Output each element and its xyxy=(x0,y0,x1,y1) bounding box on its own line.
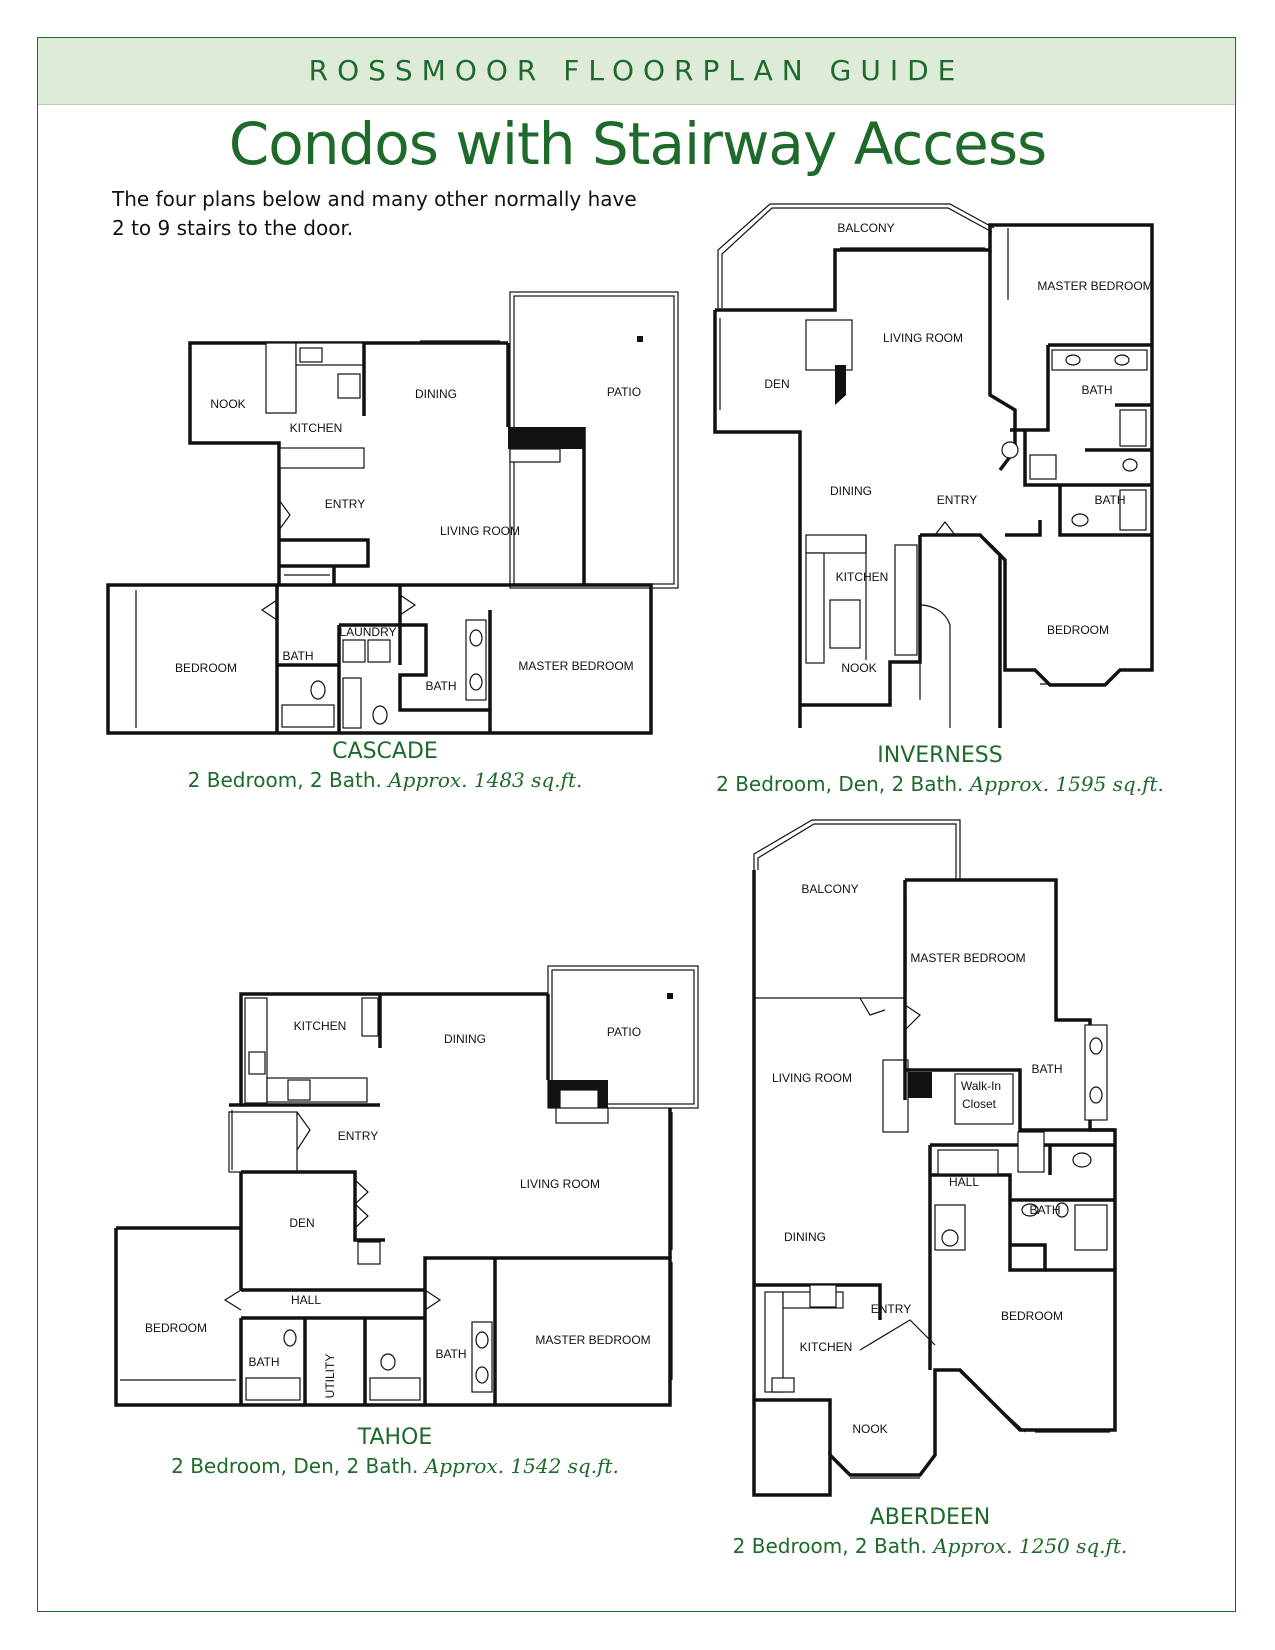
inverness-island xyxy=(830,600,860,648)
cascade-nook-label: NOOK xyxy=(210,397,246,411)
cascade-desc xyxy=(150,766,620,794)
tahoe-den-label: DEN xyxy=(289,1216,315,1230)
aberdeen-balcony-rail xyxy=(758,824,956,880)
intro-line-1: The four plans below and many other normally have xyxy=(112,187,637,211)
inverness-living-label: LIVING ROOM xyxy=(882,331,964,345)
cascade-island xyxy=(280,448,364,468)
cascade-patio-label: PATIO xyxy=(606,385,642,399)
cascade-toilet xyxy=(311,681,325,699)
inverness-tub xyxy=(1120,410,1146,446)
cascade-bedroom-label: BEDROOM xyxy=(174,661,238,675)
tahoe-range xyxy=(288,1080,310,1100)
inverness-counter xyxy=(806,535,866,553)
tahoe-utility-label: UTILITY xyxy=(323,1353,337,1399)
page-title: Condos with Stairway Access xyxy=(228,110,1047,178)
cascade-door xyxy=(262,600,277,620)
aberdeen-wall xyxy=(754,1400,830,1455)
aberdeen-kitchen-label: KITCHEN xyxy=(799,1340,853,1354)
inverness-den-label: DEN xyxy=(764,377,790,391)
aberdeen-bath1-label: BATH xyxy=(1031,1062,1063,1076)
tahoe-hearth xyxy=(556,1108,608,1123)
inverness-caption xyxy=(700,742,1180,798)
tahoe-basin3 xyxy=(476,1367,488,1383)
tahoe-sink xyxy=(249,1052,265,1074)
cascade-tub2 xyxy=(343,678,361,728)
inverness-wall xyxy=(1005,520,1040,535)
tahoe-door xyxy=(297,1112,310,1150)
aberdeen-door xyxy=(860,998,885,1015)
tahoe-area: Approx. 1542 sq.ft. xyxy=(424,1454,619,1478)
tahoe-bifold xyxy=(355,1180,368,1228)
aberdeen-fireplace xyxy=(908,1072,932,1098)
aberdeen-entry-stair xyxy=(860,1320,935,1350)
cascade-bath1-label: BATH xyxy=(282,649,314,663)
inverness-floorplan xyxy=(715,204,1153,728)
cascade-dryer xyxy=(368,640,390,662)
inverness-basin xyxy=(1066,355,1080,365)
inverness-nook-label: NOOK xyxy=(841,661,877,675)
aberdeen-balcony-rail xyxy=(754,820,960,880)
aberdeen-name: ABERDEEN xyxy=(869,1505,991,1530)
inverness-door xyxy=(935,522,955,535)
aberdeen-caption xyxy=(700,1504,1160,1560)
aberdeen-desc xyxy=(700,1532,1160,1560)
inverness-toilet2 xyxy=(1002,442,1018,458)
tahoe-patio-label: PATIO xyxy=(606,1025,642,1039)
aberdeen-hall-label: HALL xyxy=(948,1175,980,1189)
tahoe-tub2 xyxy=(370,1378,420,1400)
cascade-desc-text: 2 Bedroom, 2 Bath. xyxy=(187,768,382,792)
tahoe-desc-text: 2 Bedroom, Den, 2 Bath. xyxy=(171,1454,419,1478)
inverness-fireplace-core xyxy=(835,365,846,405)
tahoe-desc xyxy=(150,1452,640,1480)
tahoe-entry-label: ENTRY xyxy=(337,1129,379,1143)
cascade-area: Approx. 1483 sq.ft. xyxy=(388,768,583,792)
aberdeen-basin xyxy=(1090,1087,1102,1103)
aberdeen-desc-text: 2 Bedroom, 2 Bath. xyxy=(732,1534,927,1558)
aberdeen-door xyxy=(905,1005,920,1030)
tahoe-stair-landing xyxy=(229,1112,297,1172)
aberdeen-entry-label: ENTRY xyxy=(870,1302,912,1316)
aberdeen-bath2-label: BATH xyxy=(1029,1203,1061,1217)
tahoe-floorplan xyxy=(116,966,698,1405)
tahoe-bath1-label: BATH xyxy=(248,1355,280,1369)
aberdeen-sink xyxy=(772,1378,794,1392)
cascade-door xyxy=(400,595,415,615)
tahoe-master-label: MASTER BEDROOM xyxy=(535,1333,651,1347)
cascade-toilet2 xyxy=(373,706,387,724)
cascade-tub xyxy=(282,705,334,727)
inverness-wall xyxy=(715,225,1152,685)
cascade-basin xyxy=(470,674,482,690)
cascade-basin xyxy=(470,630,482,646)
aberdeen-nook-label: NOOK xyxy=(852,1422,888,1436)
tahoe-door xyxy=(425,1290,440,1310)
tahoe-caption xyxy=(150,1424,640,1480)
tahoe-dining-label: DINING xyxy=(444,1032,486,1046)
cascade-wall xyxy=(279,540,368,566)
aberdeen-floorplan xyxy=(754,820,1115,1495)
tahoe-kitchen-label: KITCHEN xyxy=(293,1019,347,1033)
aberdeen-window xyxy=(960,1372,1025,1432)
tahoe-bath2-label: BATH xyxy=(435,1347,467,1361)
cascade-entry-label: ENTRY xyxy=(324,497,366,511)
inverness-dining-label: DINING xyxy=(830,484,872,498)
inverness-master-label: MASTER BEDROOM xyxy=(1037,279,1153,293)
inverness-toilet xyxy=(1123,459,1137,471)
aberdeen-master-label: MASTER BEDROOM xyxy=(910,951,1026,965)
cascade-master-label: MASTER BEDROOM xyxy=(518,659,634,673)
aberdeen-walkin-label-2: Closet xyxy=(961,1097,997,1111)
inverness-desc xyxy=(700,770,1180,798)
aberdeen-area: Approx. 1250 sq.ft. xyxy=(933,1534,1128,1558)
aberdeen-basin xyxy=(1090,1038,1102,1054)
cascade-laundry-label: LAUNDRY xyxy=(339,625,397,639)
aberdeen-toilet xyxy=(1073,1153,1091,1167)
aberdeen-wall xyxy=(905,1070,1115,1130)
tahoe-counter xyxy=(267,1078,367,1102)
tahoe-door xyxy=(225,1290,241,1310)
cascade-range xyxy=(338,374,360,398)
cascade-name: CASCADE xyxy=(332,739,438,764)
tahoe-hall-label: HALL xyxy=(290,1293,322,1307)
inverness-desc-text: 2 Bedroom, Den, 2 Bath. xyxy=(716,772,964,796)
tahoe-toilet xyxy=(381,1354,395,1370)
tahoe-living-label: LIVING ROOM xyxy=(519,1177,601,1191)
aberdeen-balcony-label: BALCONY xyxy=(801,882,859,896)
cascade-living-label: LIVING ROOM xyxy=(439,524,521,538)
cascade-kitchen-label: KITCHEN xyxy=(289,421,343,435)
inverness-bath1-label: BATH xyxy=(1081,383,1113,397)
tahoe-tub xyxy=(246,1378,300,1400)
aberdeen-counter xyxy=(765,1292,783,1392)
tahoe-counter xyxy=(245,998,267,1103)
inverness-wall xyxy=(920,535,1000,728)
inverness-name: INVERNESS xyxy=(877,743,1003,768)
cascade-hearth xyxy=(510,449,560,462)
inverness-counter xyxy=(806,553,824,663)
inverness-balcony-label: BALCONY xyxy=(837,221,895,235)
inverness-bath2-label: BATH xyxy=(1094,493,1126,507)
cascade-washer xyxy=(343,640,365,662)
tahoe-bedroom-label: BEDROOM xyxy=(144,1321,208,1335)
aberdeen-tub2 xyxy=(1075,1205,1107,1250)
cascade-fireplace xyxy=(508,427,584,449)
aberdeen-bedroom-label: BEDROOM xyxy=(1000,1309,1064,1323)
aberdeen-living-label: LIVING ROOM xyxy=(771,1071,853,1085)
banner-title: ROSSMOOR FLOORPLAN GUIDE xyxy=(308,54,965,87)
cascade-caption xyxy=(150,738,620,794)
inverness-bedroom-label: BEDROOM xyxy=(1046,623,1110,637)
tahoe-fridge xyxy=(362,998,378,1036)
inverness-closet xyxy=(1030,455,1056,479)
cascade-dining-label: DINING xyxy=(415,387,457,401)
cascade-bath2-label: BATH xyxy=(425,679,457,693)
cascade-floorplan xyxy=(108,292,678,733)
inverness-kitchen-label: KITCHEN xyxy=(835,570,889,584)
inverness-counter2 xyxy=(895,545,917,655)
inverness-stair xyxy=(920,605,950,728)
aberdeen-walkin-label-1: Walk-In xyxy=(960,1079,1002,1093)
inverness-wall xyxy=(990,250,1015,470)
cascade-patio-post xyxy=(637,336,643,342)
intro-line-2: 2 to 9 stairs to the door. xyxy=(112,216,354,240)
inverness-wall xyxy=(715,310,800,728)
tahoe-den-closet xyxy=(358,1242,380,1264)
tahoe-basin xyxy=(284,1330,296,1346)
aberdeen-range xyxy=(810,1285,836,1307)
inverness-entry-label: ENTRY xyxy=(936,493,978,507)
inverness-area: Approx. 1595 sq.ft. xyxy=(969,772,1164,796)
tahoe-name: TAHOE xyxy=(357,1425,433,1450)
inverness-fireplace xyxy=(806,320,852,370)
inverness-basin xyxy=(1115,355,1129,365)
aberdeen-hall-linen xyxy=(938,1150,998,1174)
aberdeen-water-heater xyxy=(942,1230,958,1246)
aberdeen-tub xyxy=(1018,1132,1044,1172)
cascade-sink xyxy=(300,348,322,362)
tahoe-basin2 xyxy=(476,1332,488,1348)
tahoe-patio-post xyxy=(667,993,673,999)
inverness-basin2 xyxy=(1072,514,1088,526)
aberdeen-dining-label: DINING xyxy=(784,1230,826,1244)
cascade-counter xyxy=(266,343,296,413)
